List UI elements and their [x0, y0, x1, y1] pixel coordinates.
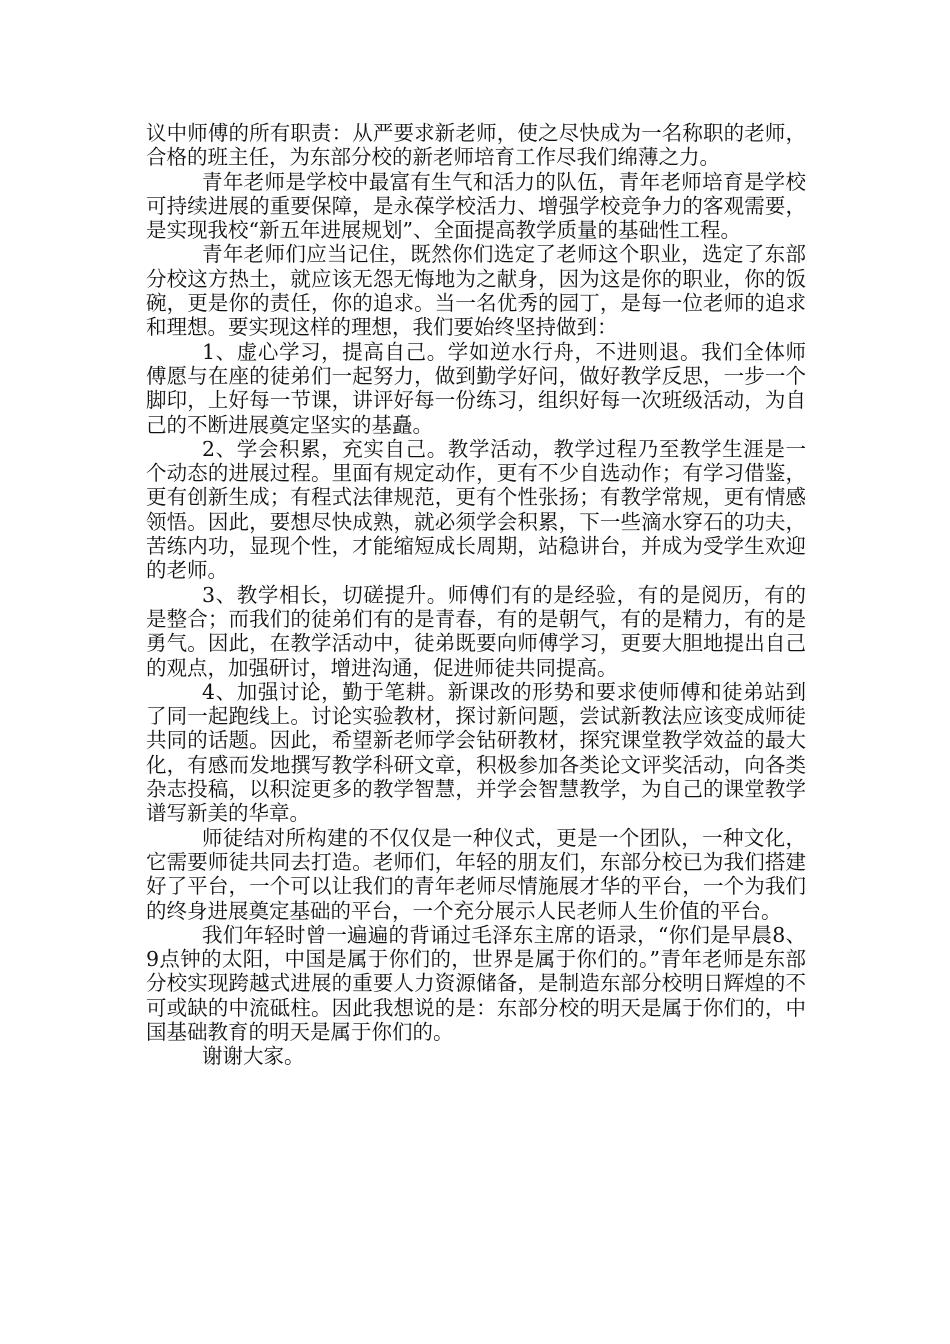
- paragraph-point-4: 4、加强讨论，勤于笔耕。新课改的形势和要求使师傅和徒弟站到了同一起跑线上。讨论实验教材，探讨新问题，尝试新教法应该变成师徒共同的话题。因此，希望新老师学会钻研教材，探究课堂教学效益的最大化，有感而发地撰写教学科研文章，积极参加各类论文评奖活动，向各类杂志投稿，以积淀更多的教学智慧，并学会智慧教学，为自己的课堂教学谱写新美的华章。: [146, 679, 806, 826]
- paragraph-mentorship: 师徒结对所构建的不仅仅是一种仪式，更是一个团队，一种文化，它需要师徒共同去打造。老师们，年轻的朋友们，东部分校已为我们搭建好了平台，一个可以让我们的青年老师尽情施展才华的平台，一个为我们的终身进展奠定基础的平台，一个充分展示人民老师人生价值的平台。: [146, 825, 806, 923]
- document-body: [146, 121, 806, 1069]
- paragraph-point-2: 2、学会积累，充实自己。教学活动，教学过程乃至教学生涯是一个动态的进展过程。里面有规定动作，更有不少自选动作；有学习借鉴，更有创新生成；有程式法律规范，更有个性张扬；有教学常规，更有情感领悟。因此，要想尽快成熟，就必须学会积累，下一些滴水穿石的功夫，苦练内功，显现个性，才能缩短成长周期，站稳讲台，并成为受学生欢迎的老师。: [146, 436, 806, 583]
- paragraph-remember: 青年老师们应当记住，既然你们选定了老师这个职业，选定了东部分校这方热土，就应该无怨无悔地为之献身，因为这是你的职业，你的饭碗，更是你的责任，你的追求。当一名优秀的园丁，是每一位老师的追求和理想。要实现这样的理想，我们要始终坚持做到：: [146, 242, 806, 340]
- paragraph-young-teachers: 青年老师是学校中最富有生气和活力的队伍，青年老师培育是学校可持续进展的重要保障，是永葆学校活力、增强学校竞争力的客观需要，是实现我校“新五年进展规划”、全面提高教学质量的基础性工程。: [146, 169, 806, 243]
- paragraph-quote: 我们年轻时曾一遍遍的背诵过毛泽东主席的语录，“你们是早晨8、9点钟的太阳，中国是属于你们的，世界是属于你们的。”青年老师是东部分校实现跨越式进展的重要人力资源储备，是制造东部分校明日辉煌的不可或缺的中流砥柱。因此我想说的是：东部分校的明天是属于你们的，中国基础教育的明天是属于你们的。: [146, 922, 806, 1044]
- paragraph-point-1: 1、虚心学习，提高自己。学如逆水行舟，不进则退。我们全体师傅愿与在座的徒弟们一起努力，做到勤学好问，做好教学反思，一步一个脚印，上好每一节课，讲评好每一份练习，组织好每一次班级活动，为自己的不断进展奠定坚实的基矗。: [146, 339, 806, 437]
- paragraph-thanks: 谢谢大家。: [202, 1044, 305, 1069]
- paragraph-duties: 议中师傅的所有职责：从严要求新老师，使之尽快成为一名称职的老师，合格的班主任，为东部分校的新老师培育工作尽我们绵薄之力。: [146, 121, 806, 170]
- paragraph-point-3: 3、教学相长，切磋提升。师傅们有的是经验，有的是阅历，有的是整合；而我们的徒弟们有的是青春，有的是朝气，有的是精力，有的是勇气。因此，在教学活动中，徒弟既要向师傅学习，更要大胆地提出自己的观点，加强研讨，增进沟通，促进师徒共同提高。: [146, 582, 806, 680]
